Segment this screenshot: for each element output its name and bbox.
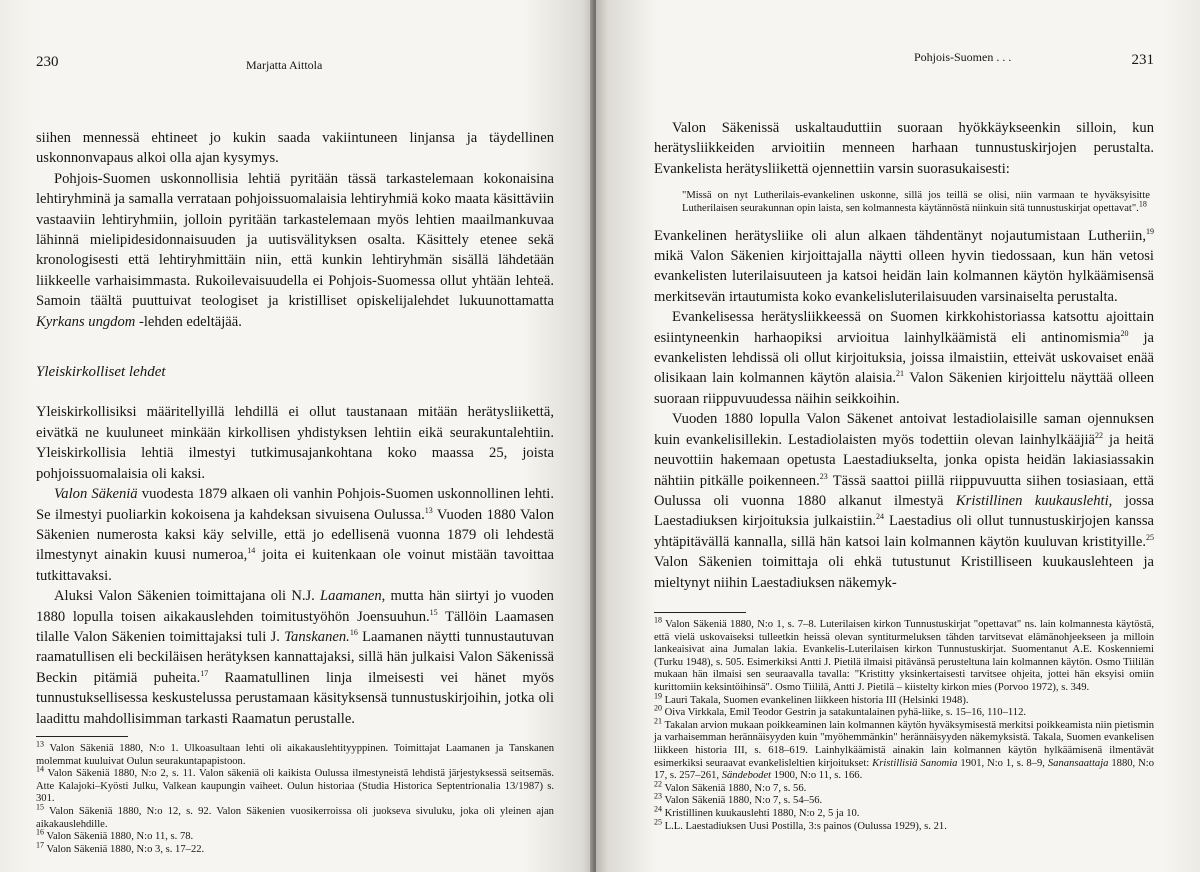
footnote-ref: 23 bbox=[819, 471, 828, 481]
footnote-ref: 16 bbox=[349, 628, 358, 638]
paragraph: Aluksi Valon Säkenien toimittajana oli N.J. Laamanen, mutta hän siirtyi jo vuoden 1880 lopulla toisen aikakauslehden toimitustyöhön Joensuuhun.$^{15}$ Tällöin Laamasen tilalle Valon Säkenien toimittajaksi tuli J. Tanskanen.$^{16}$ Laamanen näytti tunnustautuvan raamatullisen eli beckiläisen herätyksen kannattajaksi, sillä hän julkaisi Valon Säkenissä Beckin pitämiä puheita.$^{17}$ Raamatullinen linja ilmeisesti vei hänet myös tunnustuksellisessa keskustelussa perustamaan käsityksensä tunnustuskirjoihin, jotka oli laadittu mahdollisimman tarkasti Raamatun perustalle. bbox=[36, 588, 554, 727]
footnote-ref: 19 bbox=[1146, 226, 1154, 236]
footnote-ref: 15 bbox=[429, 607, 438, 617]
section-heading: Yleiskirkolliset lehdet bbox=[36, 364, 166, 381]
footnote-ref: 25 bbox=[1146, 532, 1154, 542]
paragraph: siihen mennessä ehtineet jo kukin saada vakiintuneen linjansa ja täydellinen uskonnonvapaus alkoi olla ajan kysymys. bbox=[36, 130, 554, 167]
page-number-left: 230 bbox=[36, 54, 59, 70]
paragraph: Valon Säkenissä uskaltauduttiin suoraan hyökkäykseenkin silloin, kun herätysliikkeiden arvioitiin menneen harhaan tunnustuskirjojen perustalta. Evankelista herätysliikettä ojennettiin varsin suorasukaisesti: bbox=[654, 120, 1154, 177]
paragraph: Evankelinen herätysliike oli alun alkaen tähdentänyt nojautumistaan Lutheriin,$^{19}$ mikä Valon Säkenien kirjoittajalla näytti olleen hyvin tiedossaan, kun hän vetosi evankelisten luterilaisuuteen ja katsoi heidän lain kolmannen käytön hylkäämisensä merkitsevän irtautumista koko evankelisluterilaisuuden varsinaiselta perustalta. bbox=[654, 226, 1154, 305]
block-quote: "Missä on nyt Lutherilais-evankelinen uskonne, sillä jos teillä se olisi, niin varmaan te hyväksyisitte Lutherilaisen seurakunnan opin laista, sen kolmannesta käytännöstä niinkuin sitä tunnustuskirjat opettavat".$^{18}$ bbox=[682, 190, 1150, 215]
paragraph: Pohjois-Suomen uskonnollisia lehtiä pyritään tässä tarkastelemaan kokonaisina lehtiryhminä ja samalla verrataan pohjoissuomalaisia lehtiryhmiä koko maata käsittäviin vastaaviin lehtiryhmiin, jolloin pyritään tarkastelemaan myös lehtien maailmankuvaa lähinnä mielipidesidonnaisuuden ja uutisvälityksen osalta. Käsittely etenee sekä kronologisesti että lehtiryhmittäin niin, että kunkin lehtiryhmän sisällä lähdetään liikkeelle varhaisimmasta. Rukoilevaisuudella ei Pohjois-Suomessa ollut yhtään lehteä. Samoin täältä puuttuivat teologiset ja kristilliset opiskelijalehdet lukuunottamatta Kyrkans ungdom -lehden edeltäjää. bbox=[36, 170, 554, 330]
footnote-rule bbox=[654, 612, 746, 613]
footnote: $^{23}$ Valon Säkeniä 1880, N:o 7, s. 54–56. bbox=[654, 791, 823, 807]
paragraph: Valon Säkeniä vuodesta 1879 alkaen oli vanhin Pohjois-Suomen uskonnollinen lehti. Se ilmestyi puoliarkin kokoisena ja kahdeksan sivuisena Oulussa.$^{13}$ Vuoden 1880 Valon Säkenien numerosta kaksi käy selville, että jo edellisenä vuonna 1879 oli lehdestä ilmestynyt ainakin kuusi numeroa,$^{14}$ joita ei kuitenkaan ole voinut mistään tavoittaa tutkittavaksi. bbox=[36, 486, 555, 584]
footnote: $^{15}$ Valon Säkeniä 1880, N:o 12, s. 92. Valon Säkenien vuosikerroissa oli juokseva sivuluku, joka oli yleinen ajan aikakauslehdille. bbox=[36, 802, 554, 830]
page-number-right: 231 bbox=[1131, 52, 1154, 68]
footnote: $^{20}$ Oiva Virkkala, Emil Teodor Gestrin ja satakuntalainen pyhä-liike, s. 15–16, 110–112. bbox=[654, 703, 1027, 719]
footnote: $^{16}$ Valon Säkeniä 1880, N:o 11, s. 78. bbox=[36, 827, 194, 843]
footnote: $^{24}$ Kristillinen kuukauslehti 1880, N:o 2, 5 ja 10. bbox=[654, 804, 860, 819]
right-body-text bbox=[654, 118, 1154, 593]
running-head-left bbox=[36, 56, 554, 80]
right-page bbox=[596, 0, 1200, 872]
left-page bbox=[0, 0, 594, 872]
footnote-ref: 20 bbox=[1120, 328, 1129, 338]
footnote: $^{13}$ Valon Säkeniä 1880, N:o 1. Ulkoasultaan lehti oli aikakauslehtityyppinen. Toimittajat Laamanen ja Tanskanen molemmat kuuluivat Oulun seurakuntapapistoon. bbox=[36, 739, 554, 767]
footnote-ref: 13 bbox=[424, 505, 433, 515]
footnote: $^{18}$ Valon Säkeniä 1880, N:o 1, s. 7–8. Luterilaisen kirkon Tunnustuskirjat "opettavat" ns. lain kolmannesta käytöstä, että vielä uskovaiseksi tulleetkin heissä olevan syntiturmeluksen tähden tarvitsevat elämänohjeekseen ja milloin lankeaisivat aina Jumalan lakia. Evankelis-Luterilaisen kirkon Tunnustuskirjat. Suomentanut A.E. Koskenniemi (Turku 1948), s. 505. Esimerkiksi Antti J. Pietilä ilmaisi pitävänsä perusteltuna lain kolmannen käytön. Osmo Tiililän mukaan hän ilmaisi sen seuraavalla tavalla: "Kristitty yksinkertaisesti tarvitsee ohjeita, jottei hän eksyisi omiin kurittomiin keksintöihinsä". Osmo Tiililä, Antti J. Pietilä – kiistelty kirkon mies (Porvoo 1972), s. 349. bbox=[654, 615, 1154, 693]
footnote-ref: 24 bbox=[876, 512, 885, 522]
running-head-title: Pohjois-Suomen . . . bbox=[914, 50, 1012, 64]
footnote: $^{21}$ Takalan arvion mukaan poikkeaminen lain kolmannen käytön hyväksymisestä merkitsi poikkeamista niin pietismin ja varhaisemman herännäisyyden kuin "myöhemmänkin" herännäisyyden näkemyksistä. Takala, Suomen evankelisen liikkeen historia III, s. 618–619. Lainhylkäämistä ainakin lain kolmannen käytön hylkäämisenä ilmentävät esimerkiksi seuraavat evankelisleltien kirjoitukset: Kristillisiä Sanomia 1901, N:o 1, s. 8–9, Sanansaattaja 1880, N:o 17, s. 257–261, Sändebodet 1900, N:o 11, s. 166. bbox=[654, 716, 1154, 782]
footnote-ref: 22 bbox=[1095, 430, 1104, 440]
footnote-ref: 14 bbox=[247, 546, 256, 556]
footnote: $^{19}$ Lauri Takala, Suomen evankelinen liikkeen historia III (Helsinki 1948). bbox=[654, 691, 969, 706]
footnotes-left bbox=[36, 736, 554, 856]
footnote: $^{22}$ Valon Säkeniä 1880, N:o 7, s. 56. bbox=[654, 779, 807, 794]
paragraph: Evankelisessa herätysliikkeessä on Suomen kirkkohistoriassa katsottu ajoittain esiintyneenkin harhaopiksi arvioitua lainhylkäämistä eli antinomismia$^{20}$ ja evankelisten lehdissä oli ollut kirjoituksia, joissa ilmaistiin, etteivät uskovaiset enää olisikaan lain kolmannen käytön alaisia.$^{21}$ Valon Säkenien kirjoittelu näyttää olleen suoraan riippuvuudessa näihin seikkoihin. bbox=[654, 309, 1155, 407]
footnote-rule bbox=[36, 736, 128, 737]
footnote-ref: 17 bbox=[200, 668, 209, 678]
footnote-ref: 21 bbox=[895, 369, 904, 379]
footnotes-right bbox=[654, 612, 1154, 833]
paragraph: Yleiskirkollisiksi määritellyillä lehdillä ei ollut taustanaan mitään herätysliikettä, eivätkä ne kuuluneet minkään kirkollisen yhdistyksen lehtiin eikä seurakuntalehtiin. Yleiskirkollisia lehtiä ilmestyi tutkimusajankohtana koko maassa 25, joista pohjoissuomalaisia oli kaksi. bbox=[36, 404, 554, 482]
footnote: $^{17}$ Valon Säkeniä 1880, N:o 3, s. 17–22. bbox=[36, 840, 205, 855]
left-body-text bbox=[36, 128, 554, 729]
footnote-ref: 18 bbox=[1138, 199, 1147, 209]
running-head-author: Marjatta Aittola bbox=[246, 58, 323, 72]
paragraph: Vuoden 1880 lopulla Valon Säkenet antoivat lestadiolaisille saman ojennuksen kuin evankelisillekin. Lestadiolaisten myös todettiin olevan lainhylkääjiä$^{22}$ ja heitä neuvottiin hakemaan opetusta Laestadiukselta, jonka opista heidän lakiasiassakin nähtiin pitkälle poikenneen.$^{23}$ Tässä saattoi piillä riippuvuutta siihen tosiasiaan, että Oulussa oli vuonna 1880 alkanut ilmestyä Kristillinen kuukauslehti, jossa Laestadiuksen kirjoituksia julkaistiin.$^{24}$ Laestadius oli ollut tunnustuskirjojen kanssa yhtäpitävällä kannalla, sillä hän katsoi lain kolmannen käytön kuuluvan kristityille.$^{25}$ Valon Säkenien toimittaja oli ehkä tutustunut Kristilliseen kuukauslehteen ja mieltynyt niihin Laestadiuksen näkemyk- bbox=[654, 411, 1154, 591]
footnote: $^{25}$ L.L. Laestadiuksen Uusi Postilla, 3:s painos (Oulussa 1929), s. 21. bbox=[654, 816, 947, 832]
running-head-right bbox=[654, 48, 1154, 72]
footnote: $^{14}$ Valon Säkeniä 1880, N:o 2, s. 11. Valon säkeniä oli kaikista Oulussa ilmestyneistä lehdistä järjestyksessä seitsemäs. Atte Kalajoki–Kyösti Julku, Valkean kaupungin vaiheet. Oulun historiaa (Studia Historica Septentrionalia 13/1987) s. 301. bbox=[36, 764, 554, 805]
